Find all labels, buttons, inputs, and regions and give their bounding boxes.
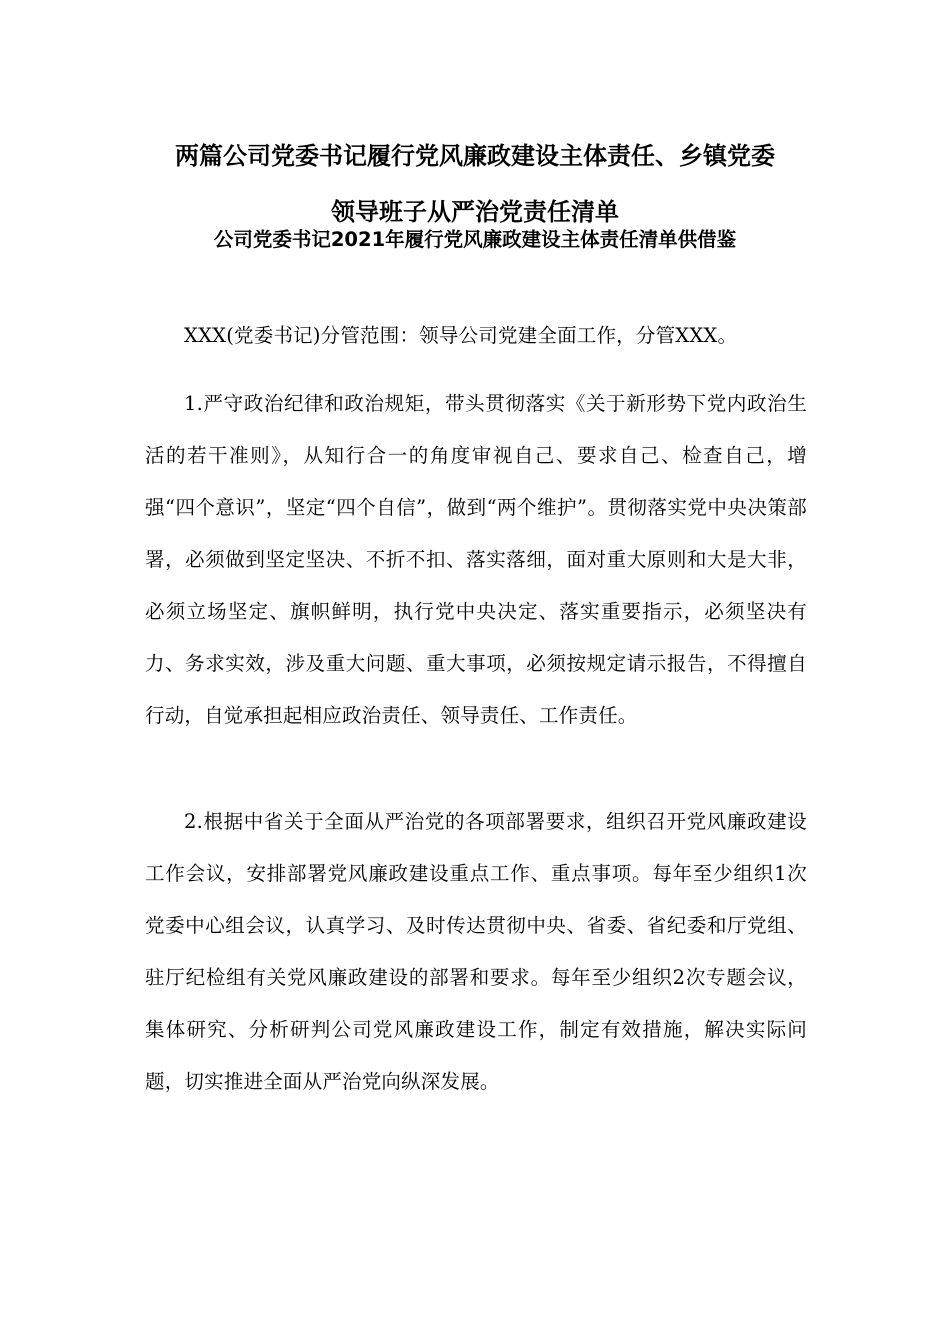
item-1-paragraph: 1.严守政治纪律和政治规矩，带头贯彻落实《关于新形势下党内政治生活的若干准则》，从知行合一的角度审视自己、要求自己、检查自己，增强“四个意识”，坚定“四个自信”，做到“两个维护”。贯彻落实党中央决策部署，必须做到坚定坚决、不折不扣、落实落细，面对重大原则和大是大非，必须立场坚定、旗帜鲜明，执行党中央决定、落实重要指示，必须坚决有力、务求实效，涉及重大问题、重大事项，必须按规定请示报告，不得擅自行动，自觉承担起相应政治责任、领导责任、工作责任。: [145, 392, 807, 727]
scope-paragraph: XXX(党委书记)分管范围：领导公司党建全面工作，分管XXX。: [184, 324, 738, 347]
document-subtitle: 公司党委书记2021年履行党风廉政建设主体责任清单供借鉴: [213, 228, 737, 251]
title-line-2: 领导班子从严治党责任清单: [331, 198, 619, 226]
item-2-paragraph: 2.根据中省关于全面从严治党的各项部署要求，组织召开党风廉政建设工作会议，安排部署党风廉政建设重点工作、重点事项。每年至少组织1次党委中心组会议，认真学习、及时传达贯彻中央、省委、省纪委和厅党组、驻厅纪检组有关党风廉政建设的部署和要求。每年至少组织2次专题会议，集体研究、分析研判公司党风廉政建设工作，制定有效措施，解决实际问题，切实推进全面从严治党向纵深发展。: [145, 810, 807, 1093]
title-line-1: 两篇公司党委书记履行党风廉政建设主体责任、乡镇党委: [175, 142, 775, 170]
